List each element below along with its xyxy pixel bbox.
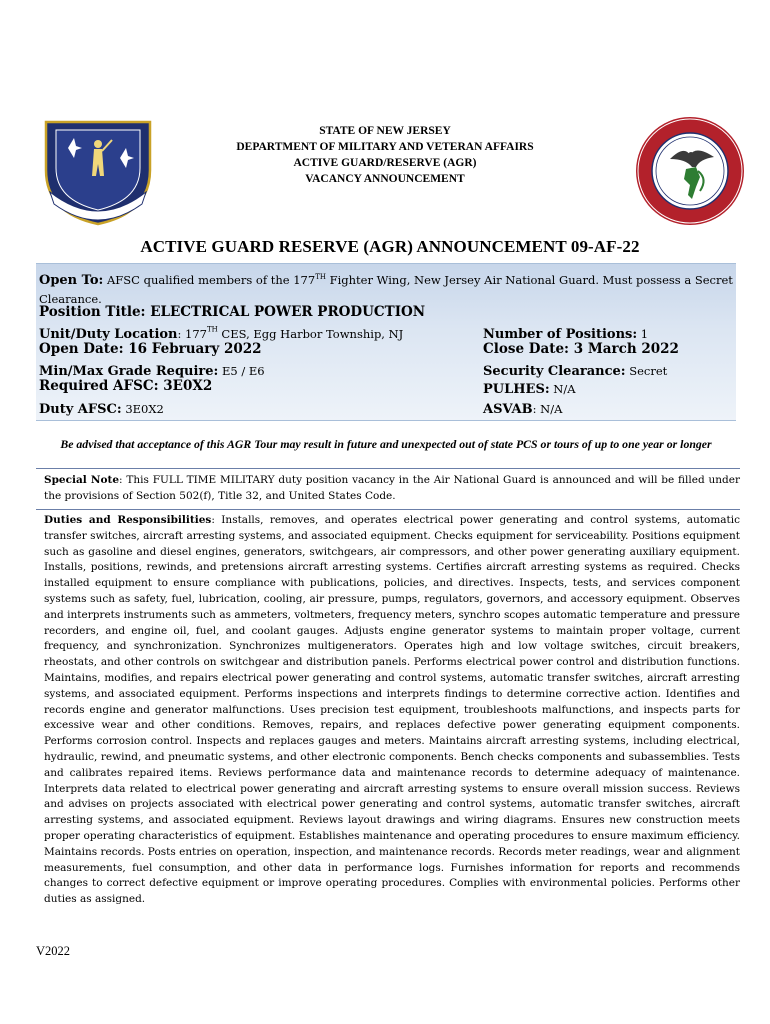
unit-location-value: : 177 xyxy=(177,327,207,341)
security-clearance xyxy=(483,360,667,379)
duties-label: Duties and Responsibilities xyxy=(44,514,212,526)
close-date: Close Date: 3 March 2022 xyxy=(483,341,679,357)
header-line-vacancy: VACANCY ANNOUNCEMENT xyxy=(305,173,465,185)
pcs-advisory: Be advised that acceptance of this AGR Tour may result in future and unexpected out of state PCS or tours of up to one year or longer xyxy=(60,437,712,451)
special-note-text: : This FULL TIME MILITARY duty position vacancy in the Air National Guard is announced and will be filled under the provisions of Section 502(f), Title 32, and United States Code. xyxy=(44,474,740,502)
duties-and-responsibilities xyxy=(44,513,740,908)
grade-value: E5 / E6 xyxy=(218,364,265,378)
unit-duty-location xyxy=(39,323,403,342)
num-positions-value: 1 xyxy=(637,327,649,341)
special-note xyxy=(44,472,740,504)
num-positions-label: Number of Positions: xyxy=(483,327,638,342)
announcement-title: ACTIVE GUARD RESERVE (AGR) ANNOUNCEMENT 09-AF-22 xyxy=(140,237,640,256)
pulhes-label: PULHES: xyxy=(483,382,550,397)
divider-top xyxy=(36,468,740,469)
pulhes-value: N/A xyxy=(549,382,576,396)
pulhes xyxy=(483,378,576,397)
security-value: Secret xyxy=(625,364,668,378)
unit-location-superscript: TH xyxy=(207,325,218,334)
duties-text: : Installs, removes, and operates electrical power generating and control systems, automatic transfer switches, aircraft arresting systems, and associated equipment. Checks equipment for serviceability. Positions equipment such as gasoline and diesel engines, generators, switchgears, air compressors, and other power generating auxiliary equipment. Installs, positions, rewinds, and pretensions aircraft arresting systems. Certifies aircraft arresting systems as required. Checks installed equipment to ensure compliance with publications, policies, and directives. Inspects, tests, and services component systems such as safety, fuel, lubrication, cooling, air pressure, pumps, regulators, governors, and accessory equipment. Observes and interprets instruments such as ammeters, voltmeters, frequency meters, synchro scopes automatic temperature and pressure recorders, and engine oil, fuel, and coolant gauges. Adjusts engine generator systems to maintain proper voltage, current frequency, and synchronization. Synchronizes multigenerators. Operates high and low voltage switches, circuit breakers, rheostats, and other controls on switchgear and distribution panels. Performs electrical power control and distribution functions. Maintains, modifies, and repairs electrical power generating and control systems, automatic transfer switches, aircraft arresting systems, and associated equipment. Performs inspections and interprets findings to determine corrective action. Identifies and records engine and generator malfunctions. Uses precision test equipment, troubleshoots malfunctions, and inspects parts for excessive wear and other conditions. Removes, repairs, and replaces defective power generating equipment components. Performs corrosion control. Inspects and replaces gauges and meters. Maintains aircraft arresting systems, including electrical, hydraulic, rewind, and pneumatic systems, and other electronic components. Bench checks components and subassemblies. Tests and calibrates repaired items. Reviews performance data and maintenance records to determine adequacy of maintenance. Interprets data related to electrical power generating and aircraft arresting systems to ensure overall mission success. Reviews and advises on projects associated with electrical power generating and control systems, automatic transfer switches, aircraft arresting systems, and associated equipment. Reviews layout drawings and wiring diagrams. Ensures new construction meets proper operating characteristics of equipment. Establishes maintenance and operating procedures to ensure maximum efficiency. Maintains records. Posts entries on operation, inspection, and maintenance records. Records meter readings, wear and alignment measurements, fuel consumption, and other data in performance logs. Furnishes information for reports and recommends changes to correct defective equipment or improve operating procedures. Complies with environmental policies. Performs other duties as assigned. xyxy=(44,514,740,906)
header-line-agr: ACTIVE GUARD/RESERVE (AGR) xyxy=(293,157,477,169)
open-date: Open Date: 16 February 2022 xyxy=(39,341,262,357)
open-to-label: Open To: xyxy=(39,273,104,288)
nj-dmava-seal-icon xyxy=(634,115,746,227)
open-to-line xyxy=(39,268,739,308)
agency-header xyxy=(190,123,580,187)
open-to-text-rest: Fighter Wing, New Jersey Air National Guard. Must possess a Secret Clearance. xyxy=(39,273,733,306)
air-national-guard-seal-icon xyxy=(38,118,158,228)
security-label: Security Clearance: xyxy=(483,364,626,379)
duty-afsc-label: Duty AFSC: xyxy=(39,402,122,417)
unit-location-label: Unit/Duty Location xyxy=(39,327,178,342)
asvab xyxy=(483,398,562,417)
position-title: Position Title: ELECTRICAL POWER PRODUCTION xyxy=(39,304,426,320)
asvab-value: : N/A xyxy=(532,402,563,416)
divider-bottom xyxy=(36,509,740,510)
number-of-positions xyxy=(483,323,648,342)
required-afsc: Required AFSC: 3E0X2 xyxy=(39,378,213,394)
version-footer: V2022 xyxy=(36,944,71,958)
asvab-label: ASVAB xyxy=(483,402,533,417)
grade-requirement xyxy=(39,360,265,379)
header-line-state: STATE OF NEW JERSEY xyxy=(319,125,451,137)
special-note-label: Special Note xyxy=(44,474,120,486)
header-line-department: DEPARTMENT OF MILITARY AND VETERAN AFFAIRS xyxy=(236,141,534,153)
open-to-superscript: TH xyxy=(315,273,326,281)
duty-afsc-value: 3E0X2 xyxy=(121,402,164,416)
grade-label: Min/Max Grade Require: xyxy=(39,364,219,379)
open-to-text: AFSC qualified members of the 177 xyxy=(103,273,316,287)
unit-location-value-rest: CES, Egg Harbor Township, NJ xyxy=(217,327,404,341)
duty-afsc xyxy=(39,398,164,417)
